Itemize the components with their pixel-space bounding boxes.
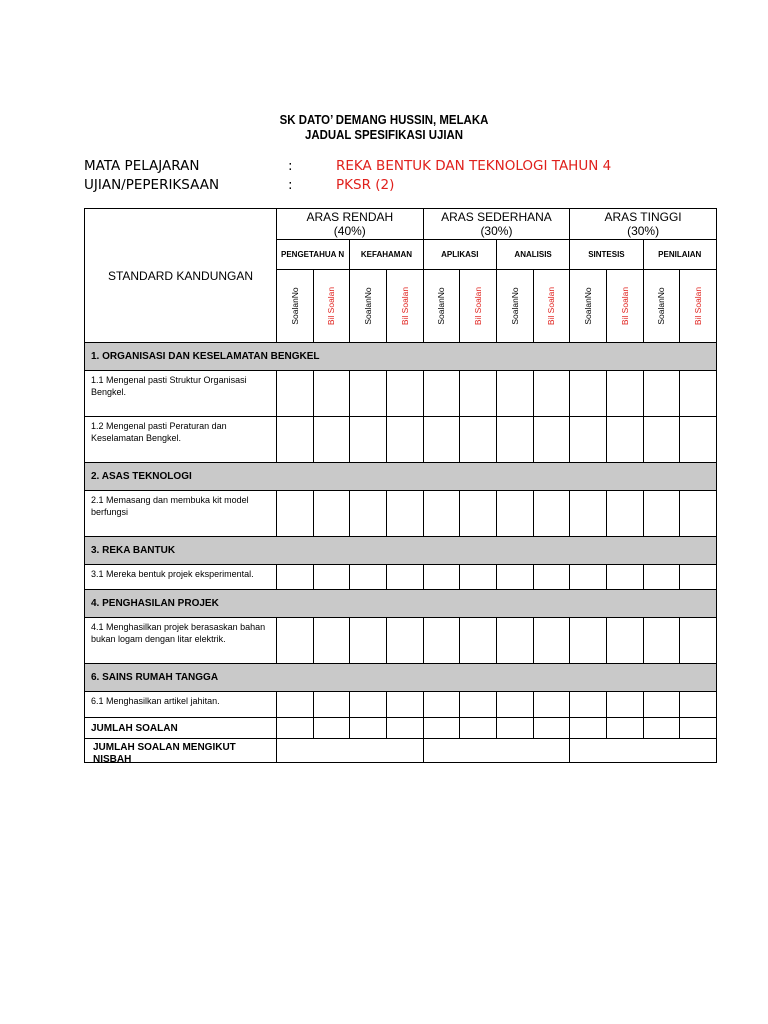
entry-cell[interactable]: [313, 618, 350, 664]
ratio-entry-cell[interactable]: [277, 739, 424, 763]
entry-cell[interactable]: [460, 417, 497, 463]
level-name: ARAS RENDAH: [306, 210, 394, 224]
level-percent: (30%): [627, 224, 660, 238]
content-standard: 6.1 Menghasilkan artikel jahitan.: [85, 692, 277, 718]
entry-cell[interactable]: [277, 692, 314, 718]
total-entry-cell[interactable]: [460, 718, 497, 739]
question-count-label: Bil Soalan: [473, 286, 484, 326]
entry-cell[interactable]: [386, 618, 423, 664]
question-no-label: SoalanNo: [509, 287, 520, 325]
section-row: [85, 463, 717, 491]
entry-cell[interactable]: [313, 565, 350, 590]
level-percent: (40%): [333, 224, 366, 238]
question-no-header: [643, 270, 680, 343]
entry-cell[interactable]: [277, 417, 314, 463]
content-standard: 1.2 Mengenal pasti Peraturan dan Keselamatan Bengkel.: [85, 417, 277, 463]
entry-cell[interactable]: [496, 417, 533, 463]
total-entry-cell[interactable]: [423, 718, 460, 739]
question-no-label: SoalanNo: [289, 287, 300, 325]
section-row: [85, 590, 717, 618]
entry-cell[interactable]: [277, 565, 314, 590]
entry-cell[interactable]: [533, 565, 570, 590]
entry-cell[interactable]: [350, 618, 387, 664]
question-count-header: [606, 270, 643, 343]
entry-cell[interactable]: [350, 371, 387, 417]
entry-cell[interactable]: [313, 417, 350, 463]
entry-cell[interactable]: [680, 371, 717, 417]
entry-cell[interactable]: [606, 371, 643, 417]
content-standard: 1.1 Mengenal pasti Struktur Organisasi Bengkel.: [85, 371, 277, 417]
ratio-entry-cell[interactable]: [570, 739, 717, 763]
entry-cell[interactable]: [570, 618, 607, 664]
entry-cell[interactable]: [570, 491, 607, 537]
entry-cell[interactable]: [680, 618, 717, 664]
entry-cell[interactable]: [460, 491, 497, 537]
level-percent: (30%): [480, 224, 513, 238]
exam-colon: :: [288, 177, 293, 193]
school-title: SK DATO’ DEMANG HUSSIN, MELAKA: [279, 112, 489, 127]
question-no-header: [423, 270, 460, 343]
total-entry-cell[interactable]: [570, 718, 607, 739]
entry-cell[interactable]: [606, 692, 643, 718]
content-row: [85, 371, 717, 417]
entry-cell[interactable]: [386, 491, 423, 537]
question-no-header: [350, 270, 387, 343]
entry-cell[interactable]: [643, 371, 680, 417]
skill-header: PENGETAHUA N: [277, 240, 350, 270]
entry-cell[interactable]: [643, 618, 680, 664]
entry-cell[interactable]: [533, 371, 570, 417]
entry-cell[interactable]: [680, 692, 717, 718]
level-name: ARAS TINGGI: [604, 210, 682, 224]
entry-cell[interactable]: [606, 417, 643, 463]
entry-cell[interactable]: [423, 692, 460, 718]
skill-header: SINTESIS: [570, 240, 643, 270]
entry-cell[interactable]: [680, 491, 717, 537]
question-count-header: [386, 270, 423, 343]
entry-cell[interactable]: [680, 565, 717, 590]
total-entry-cell[interactable]: [606, 718, 643, 739]
entry-cell[interactable]: [643, 417, 680, 463]
question-count-label: Bil Soalan: [546, 286, 557, 326]
section-title: 6. SAINS RUMAH TANGGA: [85, 664, 717, 692]
entry-cell[interactable]: [350, 417, 387, 463]
entry-cell[interactable]: [277, 618, 314, 664]
question-count-header: [460, 270, 497, 343]
question-no-label: SoalanNo: [656, 287, 667, 325]
total-entry-cell[interactable]: [350, 718, 387, 739]
entry-cell[interactable]: [277, 491, 314, 537]
total-entry-cell[interactable]: [680, 718, 717, 739]
entry-cell[interactable]: [606, 618, 643, 664]
entry-cell[interactable]: [643, 692, 680, 718]
question-no-label: SoalanNo: [583, 287, 594, 325]
exam-label: UJIAN/PEPERIKSAAN: [84, 177, 220, 193]
entry-cell[interactable]: [496, 491, 533, 537]
section-title: 3. REKA BANTUK: [85, 537, 717, 565]
entry-cell[interactable]: [350, 565, 387, 590]
entry-cell[interactable]: [643, 491, 680, 537]
question-no-label: SoalanNo: [363, 287, 374, 325]
question-count-label: Bil Soalan: [693, 286, 704, 326]
entry-cell[interactable]: [496, 618, 533, 664]
skill-header: PENILAIAN: [643, 240, 716, 270]
skill-header: ANALISIS: [496, 240, 569, 270]
subject-colon: :: [288, 158, 293, 174]
entry-cell[interactable]: [350, 491, 387, 537]
level-header-high: [570, 209, 717, 240]
entry-cell[interactable]: [570, 417, 607, 463]
ratio-entry-cell[interactable]: [423, 739, 570, 763]
content-standard: 2.1 Memasang dan membuka kit model berfungsi: [85, 491, 277, 537]
total-entry-cell[interactable]: [496, 718, 533, 739]
entry-cell[interactable]: [496, 565, 533, 590]
content-row: [85, 618, 717, 664]
question-count-label: Bil Soalan: [326, 286, 337, 326]
entry-cell[interactable]: [423, 417, 460, 463]
specification-table: [84, 208, 717, 763]
total-entry-cell[interactable]: [533, 718, 570, 739]
section-row: [85, 664, 717, 692]
level-name: ARAS SEDERHANA: [441, 210, 552, 224]
question-no-label: SoalanNo: [436, 287, 447, 325]
standard-header: STANDARD KANDUNGAN: [85, 209, 277, 343]
entry-cell[interactable]: [570, 692, 607, 718]
question-no-header: [496, 270, 533, 343]
skill-header: APLIKASI: [423, 240, 496, 270]
entry-cell[interactable]: [533, 491, 570, 537]
document-title: JADUAL SPESIFIKASI UJIAN: [304, 127, 464, 142]
total-row: [85, 718, 717, 739]
entry-cell[interactable]: [460, 371, 497, 417]
entry-cell[interactable]: [643, 565, 680, 590]
entry-cell[interactable]: [460, 565, 497, 590]
ratio-row: [85, 739, 717, 763]
question-count-header: [533, 270, 570, 343]
total-entry-cell[interactable]: [643, 718, 680, 739]
total-entry-cell[interactable]: [313, 718, 350, 739]
entry-cell[interactable]: [350, 692, 387, 718]
entry-cell[interactable]: [533, 417, 570, 463]
entry-cell[interactable]: [533, 618, 570, 664]
question-count-header: [313, 270, 350, 343]
level-header-mid: [423, 209, 570, 240]
skill-header: KEFAHAMAN: [350, 240, 423, 270]
question-count-label: Bil Soalan: [619, 286, 630, 326]
question-no-header: [277, 270, 314, 343]
total-entry-cell[interactable]: [386, 718, 423, 739]
question-count-header: [680, 270, 717, 343]
level-header-low: [277, 209, 424, 240]
entry-cell[interactable]: [680, 417, 717, 463]
subject-label: MATA PELAJARAN: [84, 158, 200, 174]
entry-cell[interactable]: [423, 565, 460, 590]
entry-cell[interactable]: [423, 618, 460, 664]
question-count-label: Bil Soalan: [399, 286, 410, 326]
section-title: 2. ASAS TEKNOLOGI: [85, 463, 717, 491]
entry-cell[interactable]: [386, 417, 423, 463]
content-row: [85, 565, 717, 590]
ratio-label-text: JUMLAH SOALAN MENGIKUT NISBAH: [93, 742, 236, 765]
entry-cell[interactable]: [277, 371, 314, 417]
entry-cell[interactable]: [460, 692, 497, 718]
content-standard: 3.1 Mereka bentuk projek eksperimental.: [85, 565, 277, 590]
content-standard: 4.1 Menghasilkan projek berasaskan bahan bukan logam dengan litar elektrik.: [85, 618, 277, 664]
exam-value: PKSR (2): [336, 177, 395, 193]
entry-cell[interactable]: [386, 692, 423, 718]
entry-cell[interactable]: [460, 618, 497, 664]
entry-cell[interactable]: [313, 491, 350, 537]
section-row: [85, 537, 717, 565]
entry-cell[interactable]: [423, 371, 460, 417]
subject-value: REKA BENTUK DAN TEKNOLOGI TAHUN 4: [336, 158, 612, 174]
content-row: [85, 417, 717, 463]
section-title: 1. ORGANISASI DAN KESELAMATAN BENGKEL: [85, 343, 717, 371]
entry-cell[interactable]: [606, 491, 643, 537]
content-row: [85, 692, 717, 718]
total-entry-cell[interactable]: [277, 718, 314, 739]
section-row: [85, 343, 717, 371]
section-title: 4. PENGHASILAN PROJEK: [85, 590, 717, 618]
question-no-header: [570, 270, 607, 343]
entry-cell[interactable]: [423, 491, 460, 537]
entry-cell[interactable]: [570, 565, 607, 590]
entry-cell[interactable]: [313, 692, 350, 718]
entry-cell[interactable]: [606, 565, 643, 590]
ratio-label: [85, 739, 277, 763]
entry-cell[interactable]: [570, 371, 607, 417]
entry-cell[interactable]: [496, 371, 533, 417]
entry-cell[interactable]: [386, 371, 423, 417]
content-row: [85, 491, 717, 537]
entry-cell[interactable]: [386, 565, 423, 590]
entry-cell[interactable]: [533, 692, 570, 718]
total-label: JUMLAH SOALAN: [85, 718, 277, 739]
entry-cell[interactable]: [496, 692, 533, 718]
entry-cell[interactable]: [313, 371, 350, 417]
